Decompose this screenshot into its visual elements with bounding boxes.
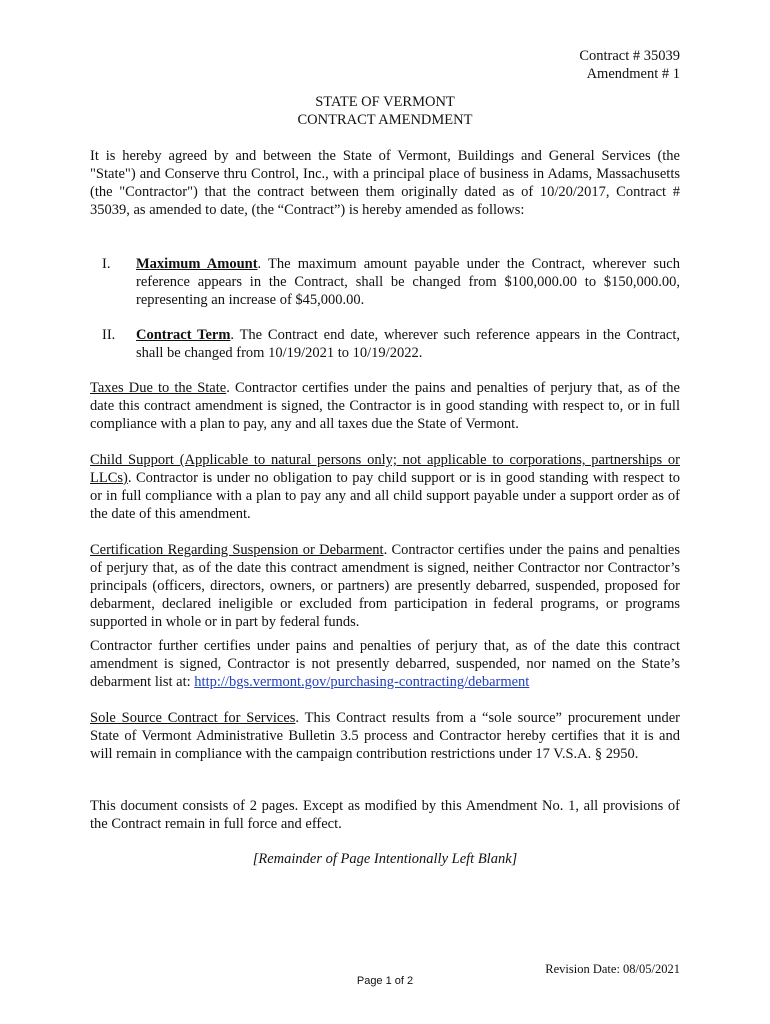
document-title [0, 93, 770, 129]
sole-source-paragraph [90, 709, 680, 763]
remainder-note: [Remainder of Page Intentionally Left Blank] [252, 851, 518, 867]
amendment-item-1 [90, 255, 680, 309]
item-number: II. [102, 327, 116, 343]
amendment-number: Amendment # 1 [586, 66, 680, 82]
item-text: . The maximum amount payable under the Contract, wherever such reference appears in the Contract, shall be changed from $100,000.00 to $150,000.00, representing an increase of $45,000.00. [136, 256, 680, 308]
item-heading: Contract Term [136, 327, 231, 343]
sole-source-heading: Sole Source Contract for Services [90, 710, 296, 726]
intro-paragraph: It is hereby agreed by and between the State of Vermont, Buildings and General Services (the "State") and Conserve thru Control, Inc., with a principal place of business in Adams, Massachusetts (the "Contractor") that the contract between them originally dated as of 10/20/2017, Contract # 35039, as amended to date, (the “Contract”) is hereby amended as follows: [90, 148, 680, 218]
title-line-2: CONTRACT AMENDMENT [297, 112, 473, 128]
item-text: . The Contract end date, wherever such reference appears in the Contract, shall be changed from 10/19/2021 to 10/19/2022. [136, 327, 681, 361]
revision-date: Revision Date: 08/05/2021 [545, 962, 680, 976]
item-heading: Maximum Amount [136, 256, 258, 272]
child-support-text: . Contractor is under no obligation to pay child support or is in good standing with respect to or in full compliance with a plan to pay any and all child support payable under a support order as of the date of this amendment. [90, 470, 680, 522]
item-body [136, 326, 680, 362]
debarment-further-paragraph [90, 637, 680, 691]
debarment-list-link[interactable]: http://bgs.vermont.gov/purchasing-contracting/debarment [194, 674, 530, 690]
debarment-paragraph [90, 541, 680, 631]
item-number: I. [102, 256, 111, 272]
amendment-item-2 [90, 326, 680, 362]
contract-number: Contract # 35039 [579, 48, 680, 64]
page-number: Page 1 of 2 [356, 975, 414, 987]
closing-paragraph: This document consists of 2 pages. Except as modified by this Amendment No. 1, all provisions of the Contract remain in full force and effect. [90, 798, 680, 832]
sole-source-text: . This Contract results from a “sole source” procurement under State of Vermont Administrative Bulletin 3.5 process and Contractor hereby certifies that it is and will remain in compliance with the campaign contribution restrictions under 17 V.S.A. § 2950. [90, 710, 680, 762]
taxes-paragraph [90, 379, 680, 433]
debarment-heading: Certification Regarding Suspension or Debarment [90, 542, 384, 558]
item-body [136, 255, 680, 309]
taxes-heading: Taxes Due to the State [90, 380, 227, 396]
debarment-text: . Contractor certifies under the pains and penalties of perjury that, as of the date this contract amendment is signed, neither Contractor nor Contractor’s principals (officers, directors, owners, or partners) are presently debarred, suspended, proposed for debarment, declared ineligible or excluded from participation in federal programs, or programs supported in whole or in part by federal funds. [90, 542, 680, 630]
debarment-further-text: Contractor further certifies under pains and penalties of perjury that, as of the date this contract amendment is signed, Contractor is not presently debarred, suspended, nor named on the State’s debarment list at: [90, 638, 680, 690]
child-support-paragraph [90, 451, 680, 523]
contract-header [579, 47, 680, 83]
title-line-1: STATE OF VERMONT [315, 94, 455, 110]
taxes-text: . Contractor certifies under the pains and penalties of perjury that, as of the date this contract amendment is signed, the Contractor is in good standing with respect to, or in full compliance with a plan to pay, any and all taxes due the State of Vermont. [90, 380, 680, 432]
child-support-heading: Child Support (Applicable to natural persons only; not applicable to corporations, partnerships or LLCs) [90, 452, 680, 486]
